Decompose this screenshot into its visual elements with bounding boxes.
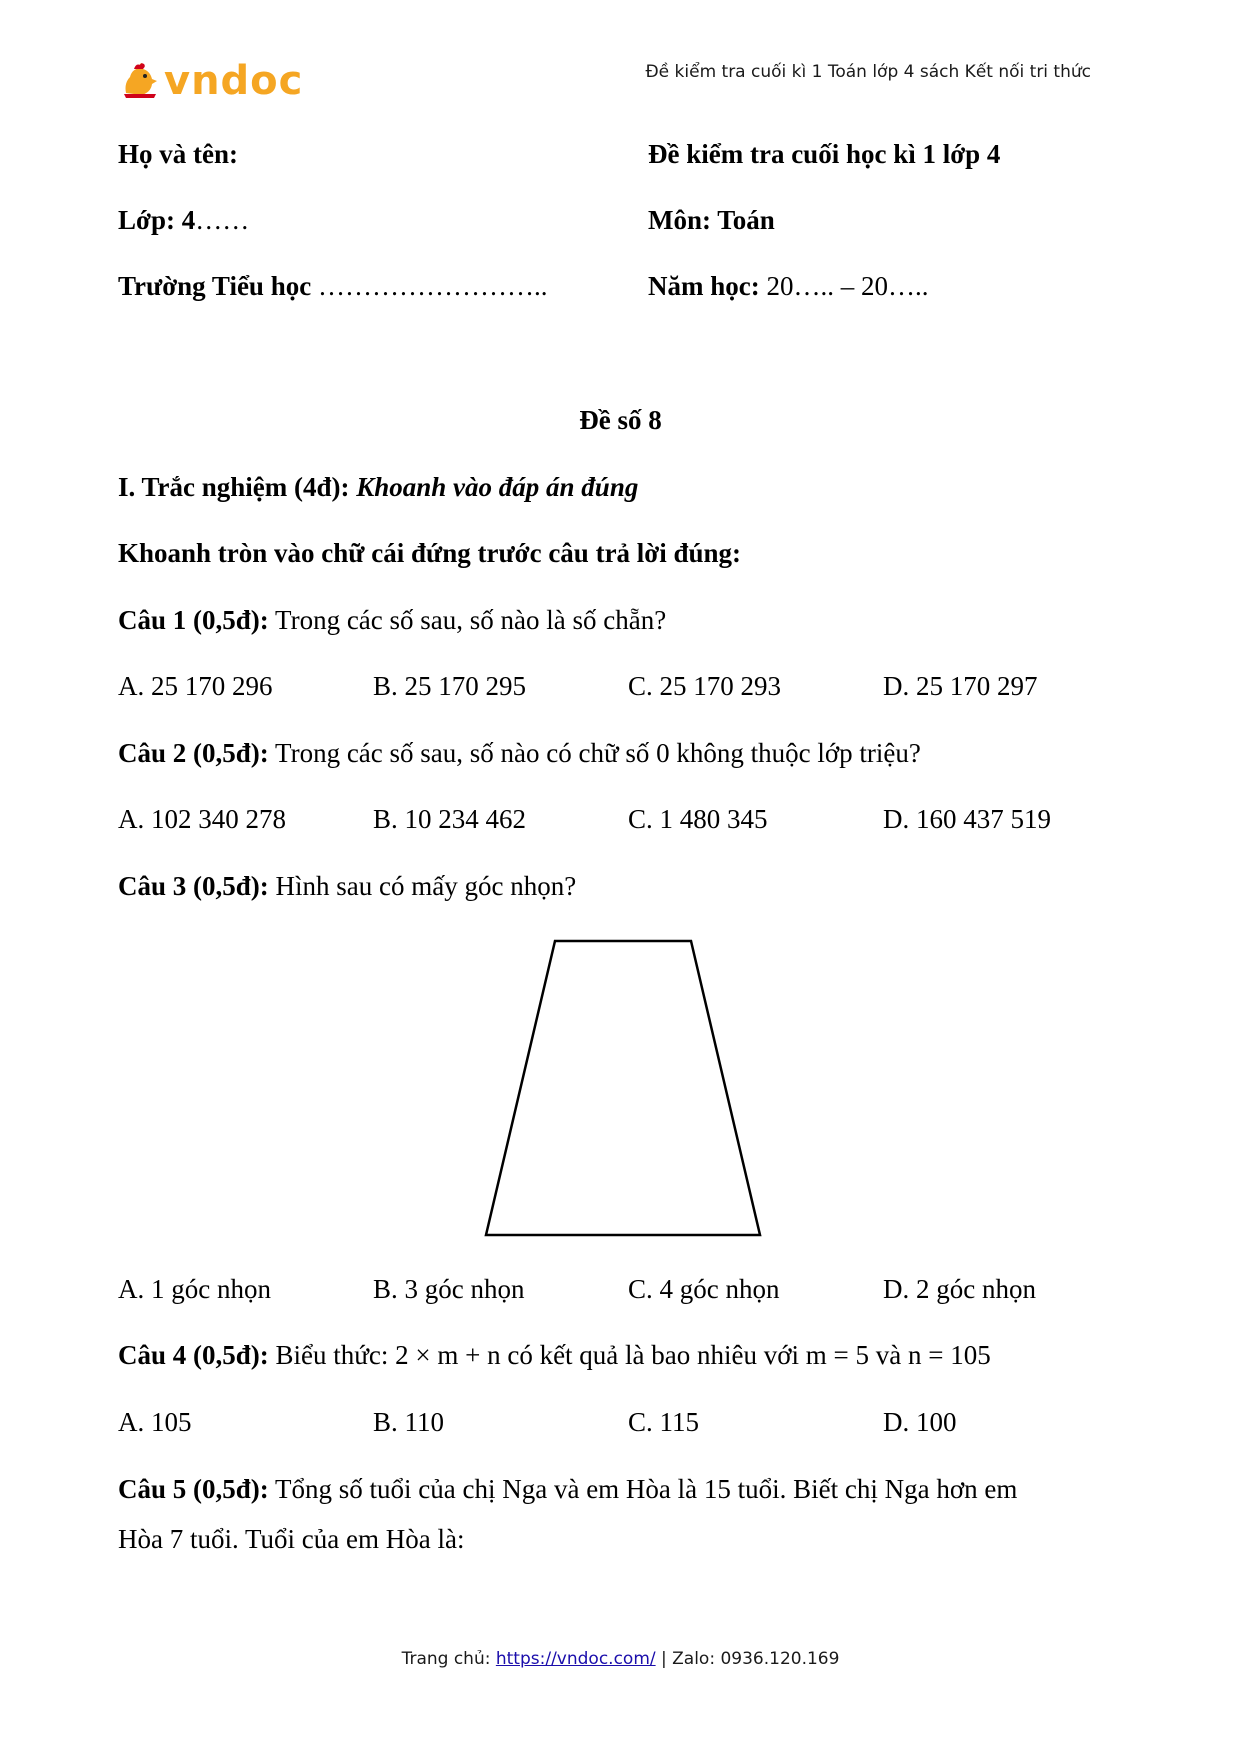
- question-4-text: Biểu thức: 2 × m + n có kết quả là bao nhiêu với m = 5 và n = 105: [268, 1340, 991, 1370]
- q2-option-a[interactable]: A. 102 340 278: [118, 804, 286, 834]
- question-5: [118, 1472, 1017, 1506]
- question-1: [118, 603, 666, 637]
- footer-prefix: Trang chủ:: [401, 1649, 496, 1669]
- exam-title: Đề kiểm tra cuối học kì 1 lớp 4: [648, 139, 1001, 169]
- q1-option-c[interactable]: C. 25 170 293: [628, 671, 782, 701]
- class-label: Lớp: 4: [118, 205, 196, 235]
- school-dots: ……………………..: [311, 271, 548, 301]
- q2-option-c[interactable]: C. 1 480 345: [628, 804, 768, 834]
- class-dots: ……: [195, 205, 250, 235]
- year-label: Năm học:: [648, 271, 760, 301]
- q3-option-a[interactable]: A. 1 góc nhọn: [118, 1274, 271, 1304]
- q4-option-a[interactable]: A. 105: [118, 1407, 192, 1437]
- page-footer: [0, 1649, 1241, 1669]
- sub-instruction: Khoanh tròn vào chữ cái đứng trước câu trả lời đúng:: [118, 538, 742, 568]
- question-3-text: Hình sau có mấy góc nhọn?: [268, 871, 577, 901]
- trapezoid-shape: [486, 941, 760, 1235]
- q3-option-b[interactable]: B. 3 góc nhọn: [373, 1274, 525, 1304]
- q2-option-b[interactable]: B. 10 234 462: [373, 804, 527, 834]
- question-4: [118, 1338, 991, 1372]
- school-label: Trường Tiểu học: [118, 271, 312, 301]
- section-instruction: Khoanh vào đáp án đúng: [349, 472, 639, 502]
- logo-text: vndoc: [164, 58, 304, 104]
- section-title: [118, 470, 638, 504]
- q4-option-c[interactable]: C. 115: [628, 1407, 700, 1437]
- year-value: 20….. – 20…..: [759, 271, 929, 301]
- question-2-text: Trong các số sau, số nào có chữ số 0 không thuộc lớp triệu?: [268, 738, 921, 768]
- class-field: [118, 203, 249, 237]
- q3-option-d[interactable]: D. 2 góc nhọn: [883, 1274, 1036, 1304]
- school-year-field: [648, 269, 928, 303]
- q4-option-b[interactable]: B. 110: [373, 1407, 445, 1437]
- question-5-label: Câu 5 (0,5đ):: [118, 1474, 269, 1504]
- question-5-text-line2: Hòa 7 tuổi. Tuổi của em Hòa là:: [118, 1524, 465, 1554]
- trapezoid-figure: [480, 935, 770, 1240]
- footer-zalo: | Zalo: 0936.120.169: [655, 1649, 840, 1669]
- question-3-label: Câu 3 (0,5đ):: [118, 871, 269, 901]
- exam-number: Đề số 8: [579, 405, 662, 435]
- question-3: [118, 869, 576, 903]
- section-title-label: I. Trắc nghiệm (4đ):: [118, 472, 350, 502]
- q3-option-c[interactable]: C. 4 góc nhọn: [628, 1274, 780, 1304]
- question-1-label: Câu 1 (0,5đ):: [118, 605, 269, 635]
- rooster-icon: [120, 61, 160, 101]
- question-4-label: Câu 4 (0,5đ):: [118, 1340, 269, 1370]
- document-header-title: Đề kiểm tra cuối kì 1 Toán lớp 4 sách Kết nối tri thức: [645, 62, 1091, 82]
- homepage-link[interactable]: https://vndoc.com/: [495, 1649, 656, 1669]
- question-5-text: Tổng số tuổi của chị Nga và em Hòa là 15 tuổi. Biết chị Nga hơn em: [268, 1474, 1018, 1504]
- vndoc-logo[interactable]: [120, 58, 303, 104]
- q1-option-d[interactable]: D. 25 170 297: [883, 671, 1038, 701]
- question-2-label: Câu 2 (0,5đ):: [118, 738, 269, 768]
- q4-option-d[interactable]: D. 100: [883, 1407, 957, 1437]
- q1-option-a[interactable]: A. 25 170 296: [118, 671, 273, 701]
- q2-option-d[interactable]: D. 160 437 519: [883, 804, 1051, 834]
- q1-option-b[interactable]: B. 25 170 295: [373, 671, 527, 701]
- question-2: [118, 736, 921, 770]
- question-1-text: Trong các số sau, số nào là số chẵn?: [268, 605, 667, 635]
- subject-label: Môn: Toán: [648, 205, 775, 235]
- school-field: [118, 269, 547, 303]
- name-label: Họ và tên:: [118, 139, 238, 169]
